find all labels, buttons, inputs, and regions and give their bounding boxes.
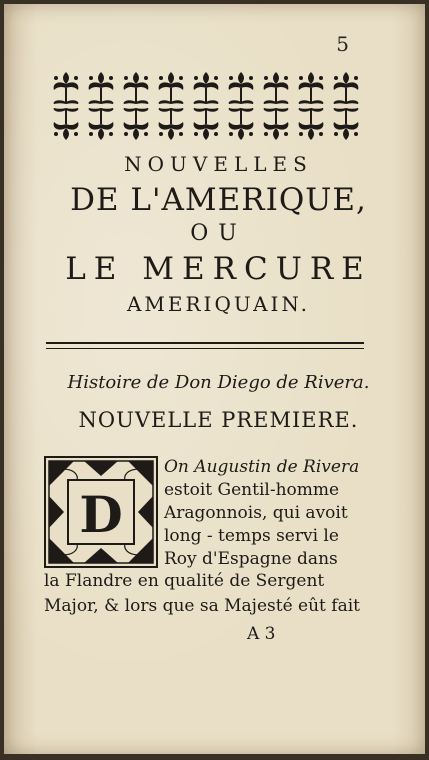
page-number: 5 [336,32,349,56]
body-line: la Flandre en qualité de Sergent [44,571,325,591]
indented-body-lines [164,456,359,571]
body-line: Aragonnois, qui avoit [164,503,348,523]
body-line: Major, & lors que sa Majesté eût fait [44,596,360,616]
book-page [4,4,425,754]
signature-mark: A 3 [247,624,276,644]
title-line-2: DE L'AMERIQUE, [70,182,367,218]
body-line: On Augustin de Rivera [164,457,360,477]
chapter-heading: NOUVELLE PREMIERE. [78,408,359,432]
body-line: long - temps servi le [164,526,339,546]
title-line-1: NOUVELLES [124,152,313,176]
decorated-drop-cap [44,456,158,568]
drop-cap-letter: D [79,485,123,544]
title-line-3: OU [190,221,247,246]
story-subtitle: Histoire de Don Diego de Rivera. [67,372,370,393]
body-line: estoit Gentil-homme [164,480,340,500]
title-line-5: AMERIQUAIN. [126,292,311,316]
section-rule [46,342,364,349]
fleuron-ornament-band [48,70,366,142]
body-line: Roy d'Espagne dans [164,549,338,569]
title-line-4: LE MERCURE [65,251,372,287]
